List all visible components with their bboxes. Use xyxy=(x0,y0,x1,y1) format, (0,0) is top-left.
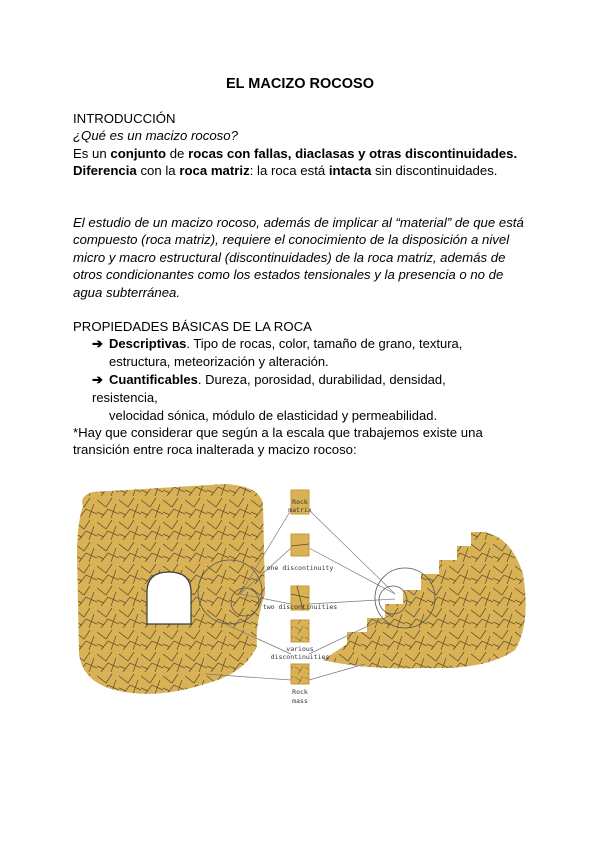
note-line: *Hay que considerar que según a la escala que trabajemos existe una xyxy=(73,425,483,440)
study-line: otros condicionantes como los estados tensionales y la presencia o no de xyxy=(73,267,504,283)
label-two-discontinuities: two discontinuities xyxy=(262,603,338,611)
label-various-1: various xyxy=(286,645,314,653)
label-rock-matrix-1: Rock xyxy=(292,498,308,506)
diff-bold-1: Diferencia xyxy=(73,163,137,179)
scale-note xyxy=(73,424,483,459)
intro-section xyxy=(73,110,517,180)
study-line: El estudio de un macizo rocoso, además de implicar al “material” de que está xyxy=(73,215,524,230)
study-line: compuesto (roca matriz), requiere el conocimiento de la disposición a nivel xyxy=(73,232,510,248)
diff-text-2: : la roca está xyxy=(249,163,329,179)
bullet-term: Descriptivas xyxy=(109,336,187,351)
diff-text-1: con la xyxy=(136,163,180,179)
right-rock-mass xyxy=(323,532,526,668)
properties-heading: PROPIEDADES BÁSICAS DE LA ROCA xyxy=(73,319,312,334)
study-line: micro y macro estructural (discontinuidades) de la roca matriz, además de xyxy=(73,249,506,265)
label-one-discontinuity: one discontinuity xyxy=(266,564,334,572)
study-line: agua subterránea. xyxy=(73,284,181,300)
def-text-1: Es un xyxy=(73,145,111,161)
arrow-icon: ➔ xyxy=(92,336,103,351)
label-rock-mass-1: Rock xyxy=(292,688,308,696)
def-bold-2: rocas con fallas, diaclasas y otras discontinuidades. xyxy=(188,145,518,161)
arrow-icon: ➔ xyxy=(92,372,103,387)
diff-bold-3: intacta xyxy=(328,163,372,179)
tunnel-opening xyxy=(147,572,191,624)
bullet-text-cont: velocidad sónica, módulo de elasticidad y permeabilidad. xyxy=(109,408,438,423)
label-various-2: discontinuities xyxy=(270,653,330,661)
sample-various-discontinuities xyxy=(291,620,309,642)
diff-text-3: sin discontinuidades. xyxy=(371,163,498,179)
note-line: transición entre roca inalterada y macizo rocoso: xyxy=(73,442,357,458)
intro-heading: INTRODUCCIÓN xyxy=(73,111,176,126)
intro-definition xyxy=(73,145,517,162)
def-bold-1: conjunto xyxy=(110,145,167,161)
rock-mass-scale-figure xyxy=(75,474,531,712)
diff-bold-2: roca matriz xyxy=(179,163,250,179)
bullet-term: Cuantificables xyxy=(109,372,198,387)
study-paragraph xyxy=(73,214,524,301)
sample-rock-mass xyxy=(291,664,309,684)
label-rock-matrix-2: matrix xyxy=(288,506,312,514)
page-title: EL MACIZO ROCOSO xyxy=(226,76,374,92)
bullet-text: . Dureza, porosidad, durabilidad, densidad, resistencia, xyxy=(92,372,446,405)
intro-question: ¿Qué es un macizo rocoso? xyxy=(73,128,238,144)
bullet-cuantificables xyxy=(92,371,512,425)
bullet-text: . Tipo de rocas, color, tamaño de grano, textura, xyxy=(186,336,463,351)
bullet-text-cont: estructura, meteorización y alteración. xyxy=(109,354,329,369)
bullet-descriptivas xyxy=(92,335,512,371)
intro-difference xyxy=(73,162,517,179)
def-text-2: de xyxy=(166,145,189,161)
label-rock-mass-2: mass xyxy=(292,697,308,705)
